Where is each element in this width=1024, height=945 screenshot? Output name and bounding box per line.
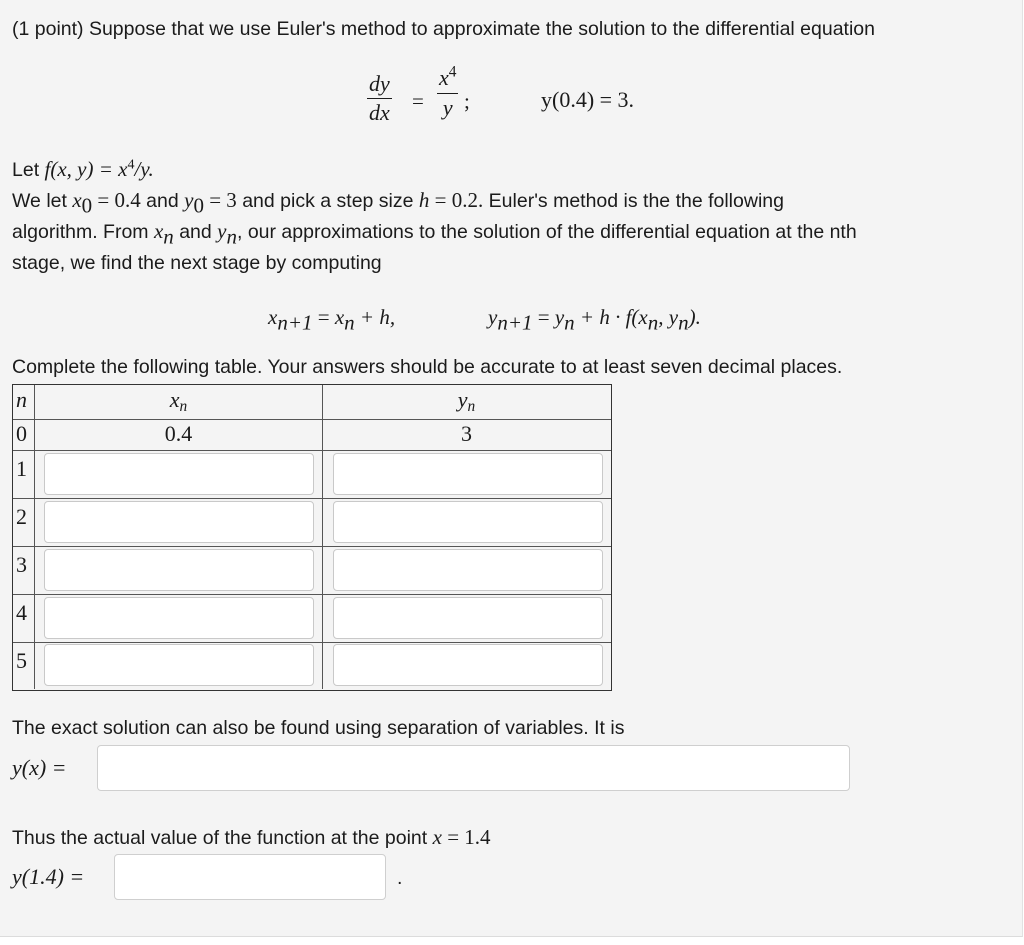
row-y-cell xyxy=(323,450,610,498)
header-x-sub: n xyxy=(179,397,188,415)
row-n: 0 xyxy=(13,419,35,450)
header-xn xyxy=(35,385,323,419)
p2-x: x xyxy=(153,219,164,243)
p2-y: y xyxy=(217,219,227,243)
p2-b: and xyxy=(173,221,218,243)
p2-c: , our approximations to the solution of the differential equation at the nth xyxy=(236,221,857,243)
fraction-numerator: dy xyxy=(369,71,390,96)
row-x-cell xyxy=(35,594,323,642)
table-row xyxy=(13,642,611,689)
recurrence-x xyxy=(268,303,396,335)
x-exponent: 4 xyxy=(448,63,457,81)
paragraph-line-2 xyxy=(12,217,857,249)
equation-semicolon: ; xyxy=(464,89,470,113)
p1-y0-sub: 0 xyxy=(193,193,204,218)
header-n-label: n xyxy=(16,387,27,412)
let-math: f(x, y) = x xyxy=(44,157,128,181)
actual-math-val: = 1.4 xyxy=(441,825,491,849)
p1-a: We let xyxy=(12,190,73,212)
row-y-cell xyxy=(323,546,610,594)
exact-solution-text: The exact solution can also be found using separation of variables. It is xyxy=(12,717,625,739)
table-instruction: Complete the following table. Your answers should be accurate to at least seven decimal places. xyxy=(12,356,843,378)
ry-lhs: y xyxy=(488,305,498,329)
p1-d: Euler's method is the the following xyxy=(483,190,784,212)
actual-math-x: x xyxy=(432,825,442,849)
let-prefix: Let xyxy=(12,159,45,181)
fraction-dy-dx xyxy=(367,70,392,127)
let-exp: 4 xyxy=(127,157,135,173)
row-x-cell xyxy=(35,546,323,594)
header-n xyxy=(13,385,35,419)
y4-input[interactable] xyxy=(333,597,603,639)
paragraph-line-3: stage, we find the next stage by computing xyxy=(12,252,382,274)
exact-solution-input[interactable] xyxy=(97,745,850,791)
ry-lhs-sub: n+1 xyxy=(497,310,533,335)
actual-label-text: y(1.4) = xyxy=(12,864,85,889)
row-x-cell xyxy=(35,642,323,689)
row-y-cell xyxy=(323,642,610,689)
rx-lhs-sub: n+1 xyxy=(277,310,313,335)
ry-comma: , y xyxy=(658,305,679,329)
x-base: x xyxy=(439,65,449,90)
rx-r1: x xyxy=(334,305,345,329)
paragraph-line-1 xyxy=(12,186,784,218)
row-x-cell xyxy=(35,450,323,498)
p1-y0-val: = 3 xyxy=(203,188,237,212)
p1-x0-val: = 0.4 xyxy=(92,188,141,212)
problem-intro: (1 point) Suppose that we use Euler's method to approximate the solution to the differential equation xyxy=(12,18,875,40)
y5-input[interactable] xyxy=(333,644,603,686)
row-y-cell xyxy=(323,498,610,546)
ry-eq: = xyxy=(532,305,555,329)
table-row xyxy=(13,450,611,499)
p1-x0: x xyxy=(72,188,82,212)
actual-prefix: Thus the actual value of the function at the point xyxy=(12,827,433,849)
ry-r1-sub: n xyxy=(564,310,575,335)
row-x-cell xyxy=(35,498,323,546)
initial-condition: y(0.4) = 3. xyxy=(541,87,635,112)
p1-y0: y xyxy=(184,188,194,212)
recurrence-y xyxy=(488,303,701,335)
rx-lhs: x xyxy=(268,305,278,329)
table-row xyxy=(13,498,611,547)
x1-input[interactable] xyxy=(44,453,314,495)
rx-r1-sub: n xyxy=(344,310,355,335)
p1-c: and pick a step size xyxy=(236,190,419,212)
exact-label-text: y(x) = xyxy=(12,755,67,780)
row-n: 4 xyxy=(13,594,35,642)
table-row xyxy=(13,594,611,643)
euler-table xyxy=(12,384,612,691)
trailing-period: . xyxy=(397,867,403,889)
x5-input[interactable] xyxy=(44,644,314,686)
rx-tail: + h, xyxy=(354,305,396,329)
row-n: 2 xyxy=(13,498,35,546)
rx-eq: = xyxy=(312,305,335,329)
actual-value-input[interactable] xyxy=(114,854,386,900)
row-n: 1 xyxy=(13,450,35,498)
row-n: 5 xyxy=(13,642,35,689)
header-x-label: x xyxy=(169,387,180,412)
p2-a: algorithm. From xyxy=(12,221,154,243)
actual-value-label xyxy=(12,863,84,891)
header-y-label: y xyxy=(457,387,468,412)
table-header-row xyxy=(13,385,611,420)
p2-x-sub: n xyxy=(163,224,174,249)
fraction-numerator xyxy=(437,63,458,93)
row-y-value: 3 xyxy=(461,421,472,446)
row-y-cell xyxy=(323,594,610,642)
fraction-denominator: y xyxy=(442,95,453,120)
ry-comma-sub: n xyxy=(678,310,689,335)
actual-value-text xyxy=(12,823,491,852)
x3-input[interactable] xyxy=(44,549,314,591)
ry-end: ). xyxy=(688,305,701,329)
ry-mid: + h · f(x xyxy=(574,305,648,329)
p1-h: h xyxy=(418,188,430,212)
row-n: 3 xyxy=(13,546,35,594)
header-y-sub: n xyxy=(467,397,476,415)
let-line xyxy=(12,155,154,184)
fraction-x4-over-y xyxy=(437,63,458,122)
equation-equals: = xyxy=(412,89,424,113)
p1-h-val: = 0.2. xyxy=(429,188,484,212)
x2-input[interactable] xyxy=(44,501,314,543)
x4-input[interactable] xyxy=(44,597,314,639)
exact-solution-label xyxy=(12,754,67,782)
y2-input[interactable] xyxy=(333,501,603,543)
p2-y-sub: n xyxy=(226,224,237,249)
ry-r1: y xyxy=(554,305,565,329)
table-row xyxy=(13,419,611,451)
header-yn xyxy=(323,385,610,419)
ry-mid-sub: n xyxy=(647,310,659,335)
table-row xyxy=(13,546,611,595)
fraction-denominator: dx xyxy=(369,100,390,125)
p1-b: and xyxy=(140,190,185,212)
y1-input[interactable] xyxy=(333,453,603,495)
y3-input[interactable] xyxy=(333,549,603,591)
p1-x0-sub: 0 xyxy=(81,193,93,218)
row-x-value: 0.4 xyxy=(35,419,323,450)
let-tail: /y. xyxy=(134,157,154,181)
